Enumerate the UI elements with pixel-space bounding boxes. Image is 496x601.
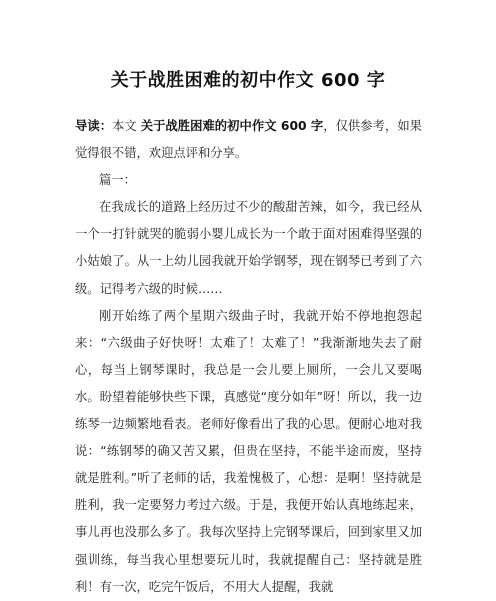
paragraph-1: 在我成长的道路上经历过不少的酸甜苦辣，如今，我已经从一个一打针就哭的脆弱小婴儿成长为一个敢于面对困难得坚强的小姑娘了。从一上幼儿园我就开始学钢琴，现在钢琴已考到了六级。记得考六级的时候……: [75, 200, 422, 296]
intro-suffix: ，仅供参考，如果觉得很不错，欢迎点评和分享。: [75, 119, 422, 161]
intro-label: 导读：: [75, 119, 113, 133]
intro-prefix: 本文: [112, 119, 141, 133]
page-title: 关于战胜困难的初中作文 600 字: [110, 70, 386, 91]
intro-article-title: 关于战胜困难的初中作文 600 字: [140, 119, 324, 133]
paragraph-2: 刚开始练了两个星期六级曲子时，我就开始不停地抱怨起来：“六级曲子好快呀！太难了！太难了！”我渐渐地失去了耐心，每当上钢琴课时，我总是一会儿要上厕所，一会儿又要喝水。盼望着能够快些下课，真感觉“度分如年”呀！所以，我一边练琴一边频繁地看表。老师好像看出了我的心思。便耐心地对我说：“练钢琴的确又苦又累，但贵在坚持，不能半途而废，坚持就是胜利。”听了老师的话，我羞愧极了，心想：是啊！坚持就是胜利，我一定要努力考过六级。于是，我便开始认真地练起来，事儿再也没那么多了。我每次坚持上完钢琴课后，回到家里又加强训练，每当我心里想要玩儿时，我就提醒自己：坚持就是胜利！有一次，吃完午饭后，不用大人提醒，我就: [75, 308, 422, 594]
article-body: [75, 113, 422, 601]
intro-paragraph: [75, 113, 422, 167]
section-heading: 篇一：: [99, 173, 136, 188]
